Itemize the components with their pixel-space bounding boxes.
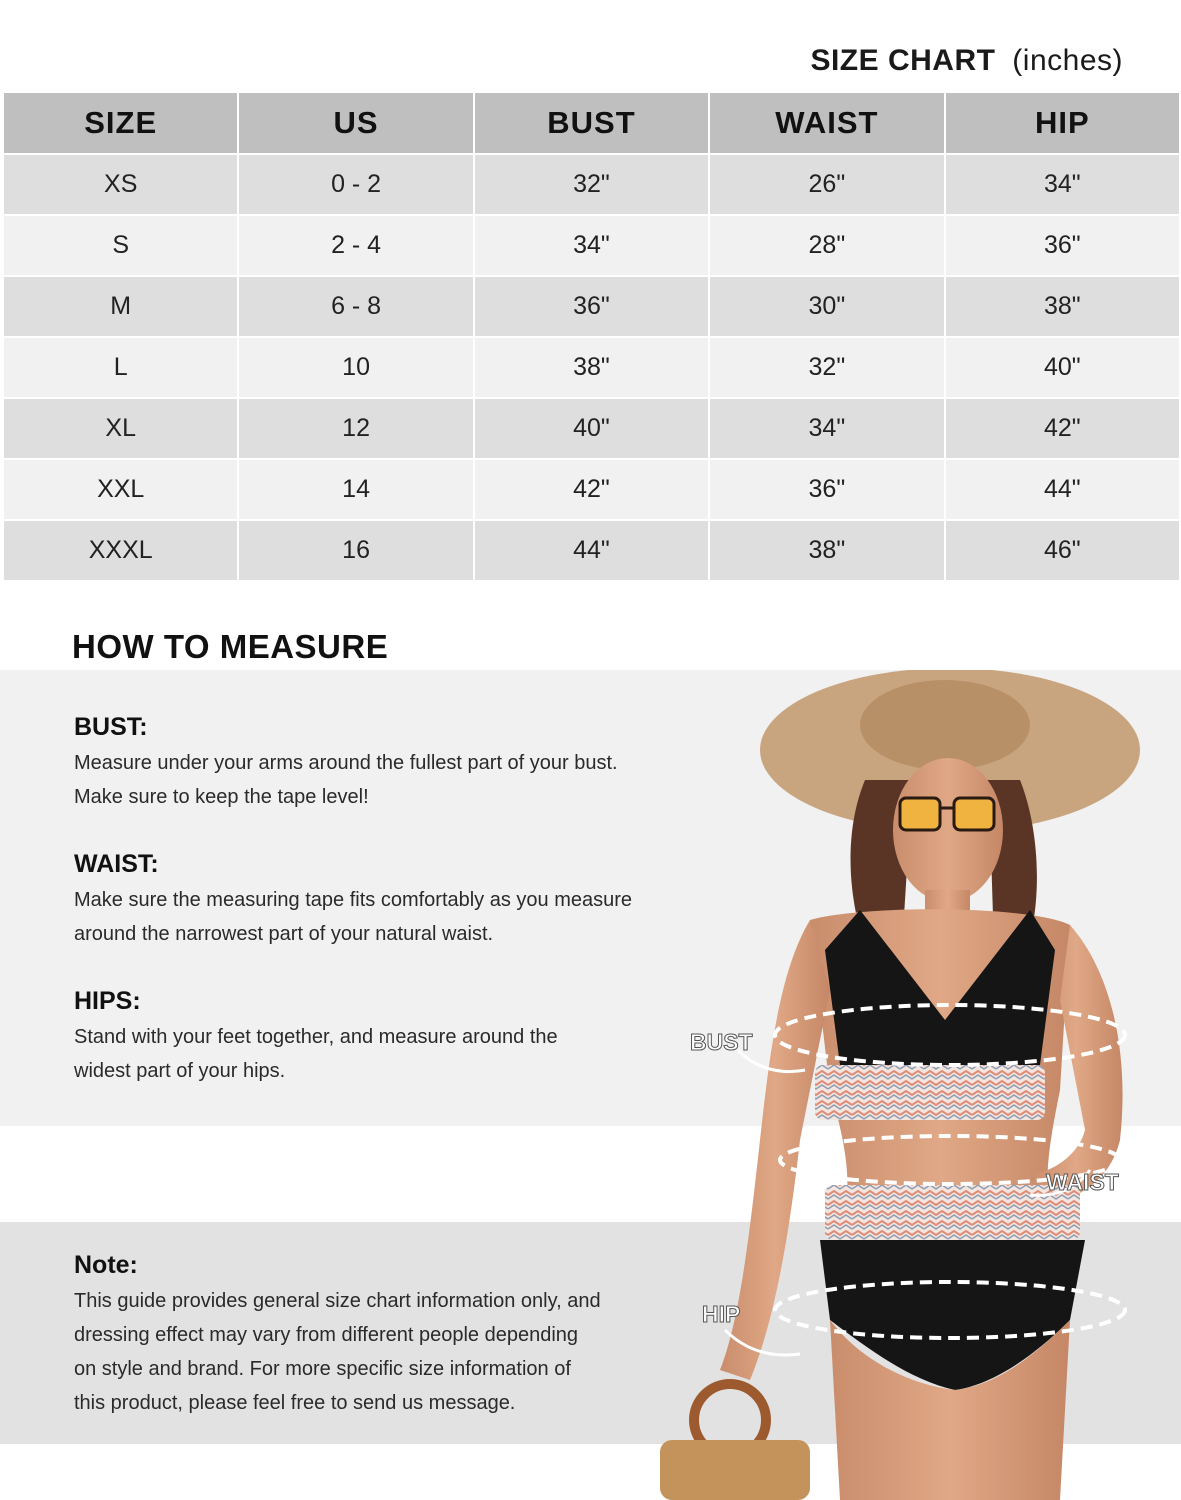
cell-us: 12: [238, 398, 473, 459]
sunglasses-right-lens: [954, 798, 994, 830]
table-row: [3, 337, 1180, 398]
note-block: [74, 1251, 694, 1420]
cell-bust: 34": [474, 215, 709, 276]
header-bust: BUST: [474, 92, 709, 154]
bust-heading: BUST:: [74, 713, 148, 741]
header-size: SIZE: [3, 92, 238, 154]
waist-instructions: [74, 850, 694, 951]
cell-waist: 28": [709, 215, 944, 276]
note-text: This guide provides general size chart information only, and dressing effect may vary from different people depending on style and brand. For more specific size information of this product, please feel free to send us message.: [74, 1290, 601, 1414]
size-chart-title-main: SIZE CHART: [810, 44, 996, 77]
cell-size: XXL: [3, 459, 238, 520]
waist-heading: WAIST:: [74, 850, 159, 878]
hips-heading: HIPS:: [74, 987, 141, 1015]
cell-hip: 34": [945, 154, 1180, 215]
how-to-measure-title: HOW TO MEASURE: [72, 628, 389, 665]
bust-text: Measure under your arms around the fullest part of your bust. Make sure to keep the tape level!: [74, 752, 618, 808]
table-header-row: [3, 92, 1180, 154]
size-table: [2, 91, 1181, 582]
bust-label: BUST: [690, 1029, 753, 1055]
cell-hip: 38": [945, 276, 1180, 337]
hip-label: HIP: [702, 1301, 741, 1327]
bikini-bottom-band: [825, 1185, 1080, 1240]
cell-us: 14: [238, 459, 473, 520]
header-hip: HIP: [945, 92, 1180, 154]
cell-bust: 44": [474, 520, 709, 581]
size-chart-title: [810, 44, 1123, 78]
cell-us: 2 - 4: [238, 215, 473, 276]
model-illustration: [660, 670, 1181, 1500]
cell-hip: 46": [945, 520, 1180, 581]
cell-us: 0 - 2: [238, 154, 473, 215]
sunglasses-left-lens: [900, 798, 940, 830]
cell-hip: 40": [945, 337, 1180, 398]
cell-waist: 32": [709, 337, 944, 398]
cell-us: 16: [238, 520, 473, 581]
cell-waist: 26": [709, 154, 944, 215]
cell-waist: 34": [709, 398, 944, 459]
header-waist: WAIST: [709, 92, 944, 154]
hips-text: Stand with your feet together, and measure around the widest part of your hips.: [74, 1026, 558, 1082]
note-heading: Note:: [74, 1251, 138, 1279]
table-row: [3, 276, 1180, 337]
table-row: [3, 215, 1180, 276]
cell-size: L: [3, 337, 238, 398]
header-us: US: [238, 92, 473, 154]
cell-bust: 38": [474, 337, 709, 398]
cell-waist: 38": [709, 520, 944, 581]
cell-size: S: [3, 215, 238, 276]
bust-instructions: [74, 713, 694, 814]
cell-bust: 42": [474, 459, 709, 520]
hips-instructions: [74, 987, 694, 1088]
cell-hip: 42": [945, 398, 1180, 459]
cell-us: 10: [238, 337, 473, 398]
table-row: [3, 520, 1180, 581]
size-chart-unit: (inches): [1012, 44, 1123, 77]
table-row: [3, 398, 1180, 459]
cell-hip: 36": [945, 215, 1180, 276]
cell-waist: 36": [709, 459, 944, 520]
cell-size: M: [3, 276, 238, 337]
table-row: [3, 154, 1180, 215]
table-row: [3, 459, 1180, 520]
cell-us: 6 - 8: [238, 276, 473, 337]
cell-size: XXXL: [3, 520, 238, 581]
waist-label: WAIST: [1046, 1169, 1119, 1195]
bikini-top-band: [815, 1065, 1045, 1120]
cell-size: XL: [3, 398, 238, 459]
cell-size: XS: [3, 154, 238, 215]
cell-waist: 30": [709, 276, 944, 337]
cell-bust: 32": [474, 154, 709, 215]
cell-bust: 40": [474, 398, 709, 459]
handbag: [660, 1440, 810, 1500]
cell-bust: 36": [474, 276, 709, 337]
cell-hip: 44": [945, 459, 1180, 520]
waist-text: Make sure the measuring tape fits comfortably as you measure around the narrowest part of your natural waist.: [74, 889, 633, 945]
hat-crown: [860, 680, 1030, 770]
